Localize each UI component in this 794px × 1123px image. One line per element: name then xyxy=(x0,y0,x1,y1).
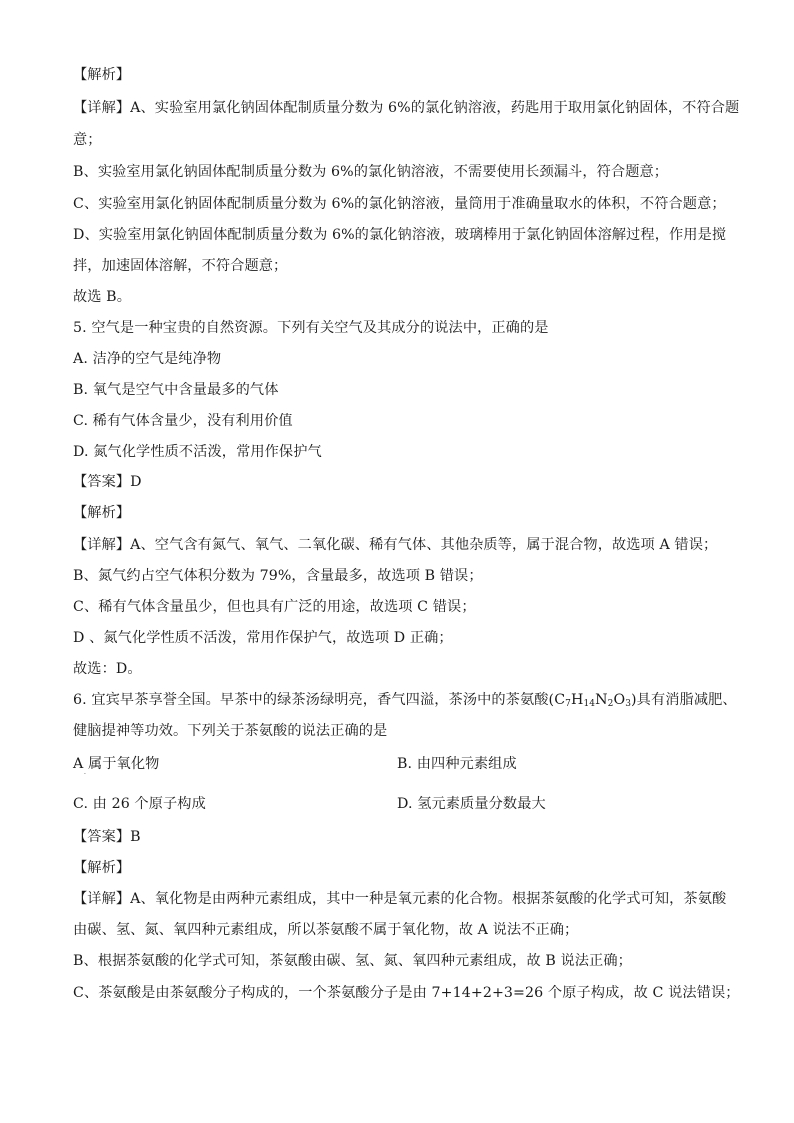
explanation-line: B、氮气约占空气体积分数为 79%，含量最多，故选项 B 错误； xyxy=(73,568,483,584)
option-c: C. 稀有气体含量少，没有利用价值 xyxy=(73,413,293,429)
formula-sub: 2 xyxy=(607,699,614,709)
print-dot: · xyxy=(84,771,86,778)
explanation-line: C、实验室用氯化钠固体配制质量分数为 6%的氯化钠溶液，量筒用于准确量取水的体积，不符合题意； xyxy=(73,196,726,212)
explanation-line: B、实验室用氯化钠固体配制质量分数为 6%的氯化钠溶液，不需要使用长颈漏斗，符合题意； xyxy=(73,164,669,180)
conclusion-line: 故选 B。 xyxy=(73,289,131,305)
formula-n: N xyxy=(595,692,608,708)
explanation-line: 拌，加速固体溶解，不符合题意； xyxy=(73,258,288,274)
option-a: A. 洁净的空气是纯净物 xyxy=(73,351,222,367)
explanation-line: C、稀有气体含量虽少，但也具有广泛的用途，故选项 C 错误； xyxy=(73,599,476,615)
explanation-line: 【详解】A、实验室用氯化钠固体配制质量分数为 6%的氯化钠溶液，药匙用于取用氯化钠固体，不符合题 xyxy=(73,100,740,116)
analysis-heading: 【解析】 xyxy=(73,505,131,521)
answer-line: 【答案】D xyxy=(73,474,142,490)
option-b: B. 由四种元素组成 xyxy=(397,756,517,772)
explanation-line: 【详解】A、氧化物是由两种元素组成，其中一种是氧元素的化合物。根据茶氨酸的化学式可知，茶氨酸 xyxy=(73,891,727,907)
formula-sub: 7 xyxy=(565,699,571,709)
explanation-line: D、实验室用氯化钠固体配制质量分数为 6%的氯化钠溶液，玻璃棒用于氯化钠固体溶解过程，作用是搅 xyxy=(73,227,727,243)
formula-c: C xyxy=(554,692,566,708)
explanation-line: D 、氮气化学性质不活泼，常用作保护气，故选项 D 正确； xyxy=(73,630,453,646)
question-5-stem: 5. 空气是一种宝贵的自然资源。下列有关空气及其成分的说法中，正确的是 xyxy=(73,320,549,336)
analysis-heading: 【解析】 xyxy=(73,67,131,83)
explanation-line: C、茶氨酸是由茶氨酸分子构成的，一个茶氨酸分子是由 7+14+2+3=26 个原子构成，故 C 说法错误； xyxy=(73,985,740,1001)
explanation-line: 意； xyxy=(73,132,102,148)
option-c: C. 由 26 个原子构成 xyxy=(73,796,206,812)
option-d: D. 氢元素质量分数最大 xyxy=(397,796,546,812)
option-d: D. 氮气化学性质不活泼，常用作保护气 xyxy=(73,444,322,460)
formula-o: O xyxy=(613,692,626,708)
formula-sub: 3 xyxy=(625,699,632,709)
stem-text: 6. 宜宾早茶享誉全国。早茶中的绿茶汤绿明亮，香气四溢，茶汤中的茶氨酸( xyxy=(73,692,555,708)
question-6-stem-cont: 健脑提神等功效。下列关于茶氨酸的说法正确的是 xyxy=(73,723,388,739)
conclusion-line: 故选：D。 xyxy=(73,661,142,677)
formula-h: H xyxy=(570,692,584,708)
option-a: A 属于氧化物 xyxy=(73,756,160,772)
explanation-line: 【详解】A、空气含有氮气、氧气、二氧化碳、稀有气体、其他杂质等，属于混合物，故选项 A 错误； xyxy=(73,537,718,553)
question-6-stem xyxy=(73,691,737,709)
explanation-line: B、根据茶氨酸的化学式可知，茶氨酸由碳、氢、氮、氧四种元素组成，故 B 说法正确； xyxy=(73,953,632,969)
stem-text: )具有消脂减肥、 xyxy=(631,692,737,708)
answer-line: 【答案】B xyxy=(73,829,141,845)
analysis-heading: 【解析】 xyxy=(73,860,131,876)
formula-sub: 14 xyxy=(583,699,596,709)
option-b: B. 氧气是空气中含量最多的气体 xyxy=(73,382,279,398)
explanation-line: 由碳、氢、氮、氧四种元素组成，所以茶氨酸不属于氧化物，故 A 说法不正确； xyxy=(73,922,579,938)
